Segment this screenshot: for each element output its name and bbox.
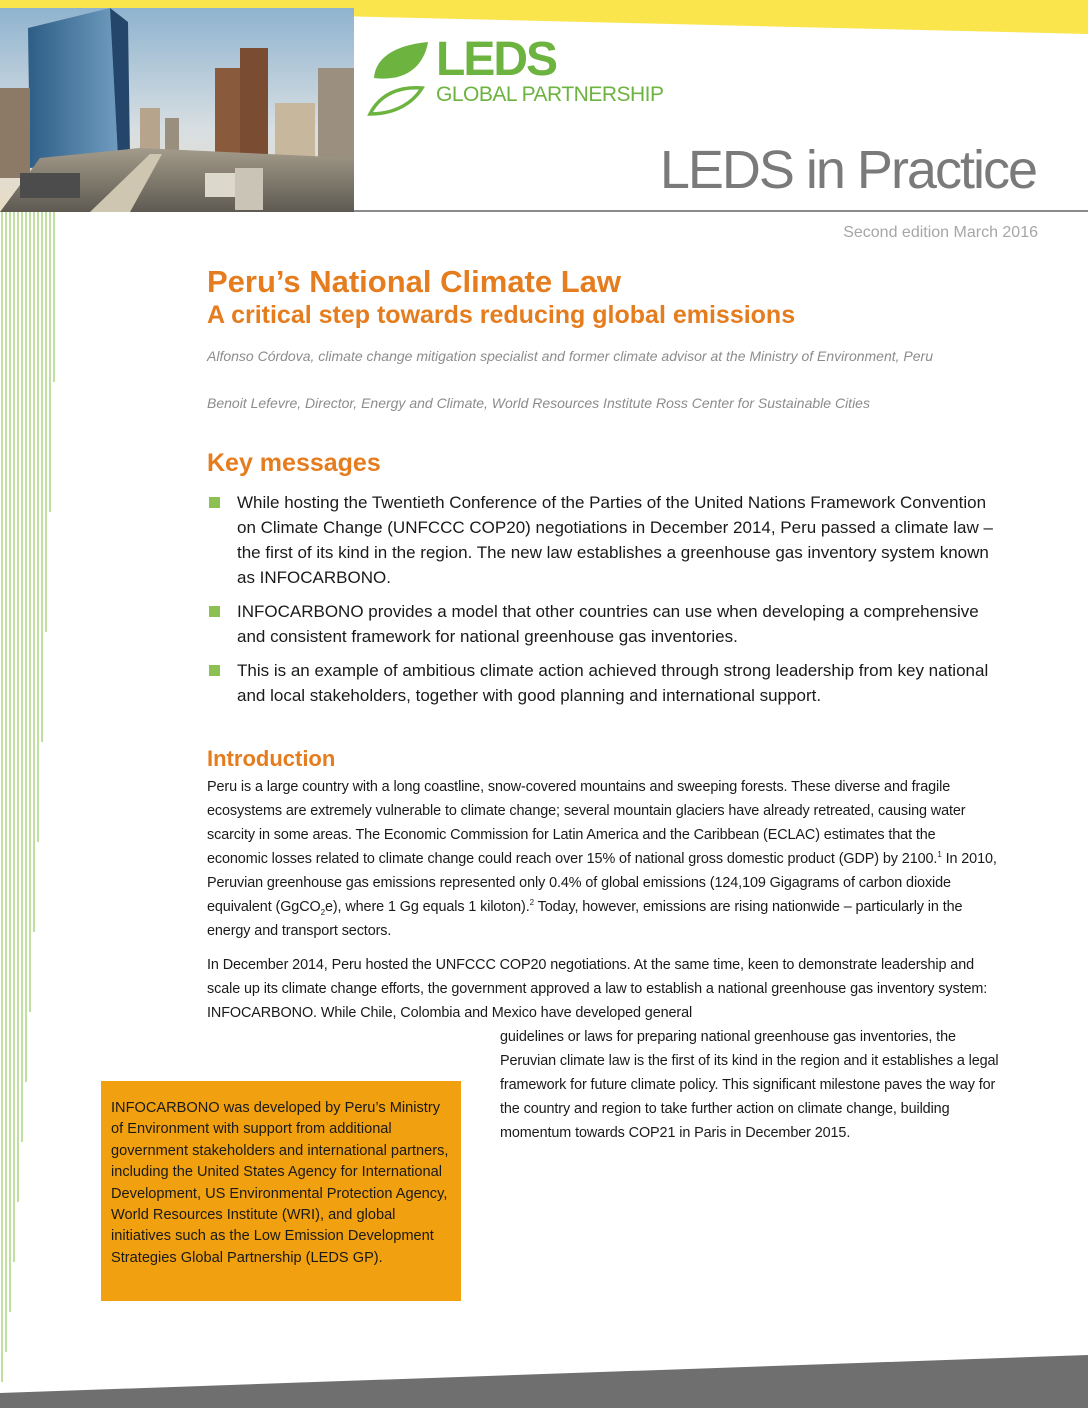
edition-date: Second edition March 2016 [843,224,1038,241]
intro-p1-part-a: Peru is a large country with a long coastline, snow-covered mountains and sweeping forests. These diverse and fragile ecosystems are extremely vulnerable to climate change; several mountain glaciers have already retreated, causing water scarcity in some areas. The Economic Commission for Latin America and the Caribbean (ECLAC) estimates that the economic losses related to climate change could reach over 15% of national gross domestic product (GDP) by 2100. [207,779,966,867]
infocarbono-callout-box [101,1081,461,1301]
footnote-ref-2: 2 [529,898,534,908]
intro-p1-part-c: e), where 1 Gg equals 1 kiloton). [324,899,530,915]
author-lefevre: Benoit Lefevre, Director, Energy and Climate, World Resources Institute Ross Center for Sustainable Cities [207,395,870,411]
key-message-item [207,658,1007,708]
series-title: LEDS in Practice [659,140,1036,200]
header-divider [354,210,1088,212]
city-skyline-photo [0,8,354,212]
green-square-bullet-icon [209,606,220,617]
intro-paragraph-2: In December 2014, Peru hosted the UNFCCC COP20 negotiations. At the same time, keen to demonstrate leadership and scale up its climate change efforts, the government approved a law to establish a national greenhouse gas inventory system: INFOCARBONO. While Chile, Colombia and Mexico have developed general [207,957,988,1021]
introduction-heading: Introduction [207,746,336,771]
logo-wordmark: LEDS [436,33,557,86]
green-square-bullet-icon [209,497,220,508]
footer-text: Low Emission Development Strategies Global Partnership [625,1323,1036,1340]
key-message-text: While hosting the Twentieth Conference of the Parties of the United Nations Framework Convention on Climate Change (UNFCCC COP20) negotiations in December 2014, Peru passed a climate law – the first of its kind in the region. The new law establishes a greenhouse gas inventory system known as INFOCARBONO. [237,493,993,587]
key-message-item [207,490,1007,590]
article-subtitle: A critical step towards reducing global emissions [207,301,796,329]
subscript-2: 2 [320,907,325,917]
intro-paragraph-1 [207,775,997,943]
footnote-ref-1: 1 [937,850,942,860]
callout-text: INFOCARBONO was developed by Peru’s Ministry of Environment with support from additional government stakeholders and international partners, including the United States Agency for International Development, US Environmental Protection Agency, World Resources Institute (WRI), and global initiatives such as the Low Emission Development Strategies Global Partnership (LEDS GP). [111,1100,449,1266]
logo-subtitle: GLOBAL PARTNERSHIP [436,83,664,106]
key-message-text: INFOCARBONO provides a model that other countries can use when developing a comprehensive and consistent framework for national greenhouse gas inventories. [237,602,979,646]
footer-band [0,1355,1088,1408]
intro-p1-part-b: In 2010, Peruvian greenhouse gas emissions represented only 0.4% of global emissions (124,109 Gigagrams of carbon dioxide equivalent (GgCO [207,851,997,915]
intro-p1-part-d: Today, however, emissions are rising nationwide – particularly in the energy and transport sectors. [207,899,963,939]
green-square-bullet-icon [209,665,220,676]
key-messages-list [207,490,1007,717]
key-messages-heading: Key messages [207,449,381,477]
decorative-green-lines [0,212,60,1382]
leaf-icon [366,38,434,116]
key-message-item [207,599,1007,649]
author-cordova: Alfonso Córdova, climate change mitigation specialist and former climate advisor at the Ministry of Environment, Peru [207,348,933,364]
article-title: Peru’s National Climate Law [207,264,622,299]
leds-gp-logo [366,33,696,120]
intro-paragraph-2-continued: guidelines or laws for preparing national greenhouse gas inventories, the Peruvian climate law is the first of its kind in the region and it establishes a legal framework for future climate policy. This significant milestone paves the way for the country and region to take further action on climate change, building momentum towards COP21 in Paris in December 2015. [500,1029,999,1141]
key-message-text: This is an example of ambitious climate action achieved through strong leadership from key national and local stakeholders, together with good planning and international support. [237,661,989,705]
